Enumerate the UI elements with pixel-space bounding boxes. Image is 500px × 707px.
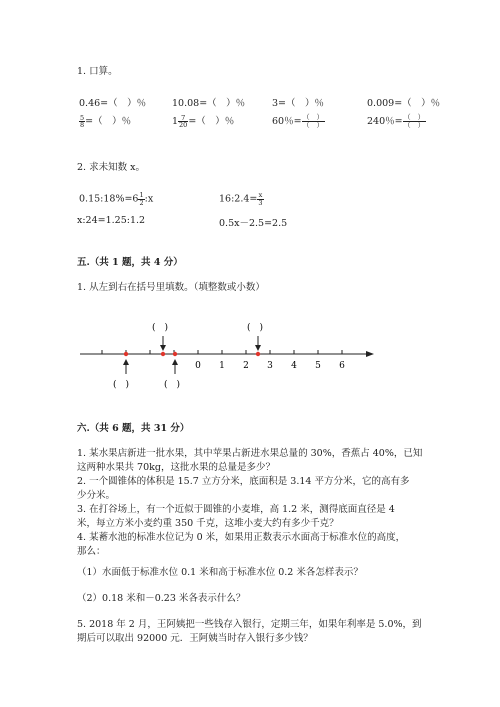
arrow-up-icon bbox=[123, 359, 129, 365]
point-marker bbox=[124, 352, 128, 356]
sec5-question-1: 1. 从左到右在括号里填数。（填整数或小数） bbox=[77, 282, 265, 293]
sec6-q1-line1: 1. 某水果店新进一批水果，其中苹果占新进水果总量的 30%，香蕉占 40%，已知 bbox=[77, 448, 423, 459]
tick-marks bbox=[102, 350, 342, 354]
q2-eq-2: 16:2.4= $\frac{x}{3}$ bbox=[219, 191, 263, 207]
q1-item-3: 3=（ ）％ bbox=[272, 98, 325, 109]
sec6-q3-line1: 3. 在打谷场上，有一个近似于圆锥的小麦堆，高 1.2 米，测得底面直径是 4 bbox=[77, 504, 395, 515]
q1-item-1: 0.46=（ ）％ bbox=[79, 98, 147, 109]
sec6-q4-line2: 那么： bbox=[77, 546, 106, 557]
fraction: $\frac{x}{3}$ bbox=[258, 191, 263, 207]
fraction: $\frac{5}{8}$ bbox=[80, 113, 85, 129]
q2-title: 2. 求未知数 x。 bbox=[77, 162, 145, 173]
arrow-down-icon bbox=[255, 345, 261, 351]
tick-label-4: 4 bbox=[291, 361, 297, 371]
point-marker bbox=[256, 352, 260, 356]
q1-item-5: $\frac{5}{8}$ =（ ）％ bbox=[80, 113, 132, 129]
sec6-q2-line1: 2. 一个圆锥体的体积是 15.7 立方分米，底面积是 3.14 平方分米，它的高有多 bbox=[77, 476, 410, 487]
q1-item-7: 60％= $\frac{( )}{( )}$ bbox=[272, 113, 324, 129]
tick-label-6: 6 bbox=[339, 361, 345, 371]
tick-label-1: 1 bbox=[219, 361, 225, 371]
answer-blank: ( ) bbox=[113, 380, 130, 390]
tick-label-5: 5 bbox=[315, 361, 321, 371]
answer-blank: ( ) bbox=[247, 323, 264, 333]
arrow-down-icon bbox=[160, 345, 166, 351]
number-line-arrowhead bbox=[366, 351, 374, 357]
tick-label-2: 2 bbox=[243, 361, 249, 371]
answer-blank: ( ) bbox=[152, 323, 169, 333]
section-5-heading: 五.（共 1 题，共 4 分） bbox=[77, 257, 183, 268]
sec6-q4-sub2: （2）0.18 米和－0.23 米各表示什么？ bbox=[77, 593, 246, 604]
section-6-heading: 六.（共 6 题，共 31 分） bbox=[77, 423, 190, 434]
q1-title: 1. 口算。 bbox=[77, 66, 118, 77]
answer-blank: ( ) bbox=[164, 380, 181, 390]
sec6-q3-line2: 米，每立方米小麦约重 350 千克，这堆小麦大约有多少千克？ bbox=[77, 518, 339, 529]
tick-label-0: 0 bbox=[195, 361, 201, 371]
fraction: $\frac{7}{20}$ bbox=[179, 113, 188, 129]
sec6-q1-line2: 这两种水果共 70kg，这批水果的总量是多少？ bbox=[77, 462, 275, 473]
sec6-q4-line1: 4. 某蓄水池的标准水位记为 0 米，如果用正数表示水面高于标准水位的高度， bbox=[77, 532, 406, 543]
q1-item-4: 0.009=（ ）％ bbox=[367, 98, 441, 109]
point-marker bbox=[173, 352, 177, 356]
q1-item-8: 240％= $\frac{( )}{( )}$ bbox=[367, 113, 425, 129]
sec6-q5-line1: 5. 2018 年 2 月，王阿姨把一些钱存入银行，定期三年，如果年利率是 5.0%，到 bbox=[77, 619, 422, 630]
fraction: $\frac{1}{2}$ bbox=[139, 191, 144, 207]
q1-item-6: 1 $\frac{7}{20}$ =（ ）％ bbox=[172, 113, 235, 129]
point-marker bbox=[161, 352, 165, 356]
q1-item-2: 10.08=（ ）％ bbox=[172, 98, 246, 109]
arrow-up-icon bbox=[172, 359, 178, 365]
tick-label-3: 3 bbox=[267, 361, 273, 371]
q2-eq-4: 0.5x－2.5=2.5 bbox=[219, 218, 288, 229]
number-line bbox=[70, 312, 390, 392]
sec6-q2-line2: 少分米。 bbox=[77, 490, 116, 501]
q2-eq-3: x:24=1.25:1.2 bbox=[77, 215, 146, 226]
q2-eq-1: 0.15:18%=6 $\frac{1}{2}$ :x bbox=[79, 191, 154, 207]
fraction: $\frac{( )}{( )}$ bbox=[302, 113, 324, 129]
sec6-q4-sub1: （1）水面低于标准水位 0.1 米和高于标准水位 0.2 米各怎样表示？ bbox=[77, 567, 363, 578]
sec6-q5-line2: 期后可以取出 92000 元．王阿姨当时存入银行多少钱？ bbox=[77, 633, 313, 644]
fraction: $\frac{( )}{( )}$ bbox=[403, 113, 425, 129]
